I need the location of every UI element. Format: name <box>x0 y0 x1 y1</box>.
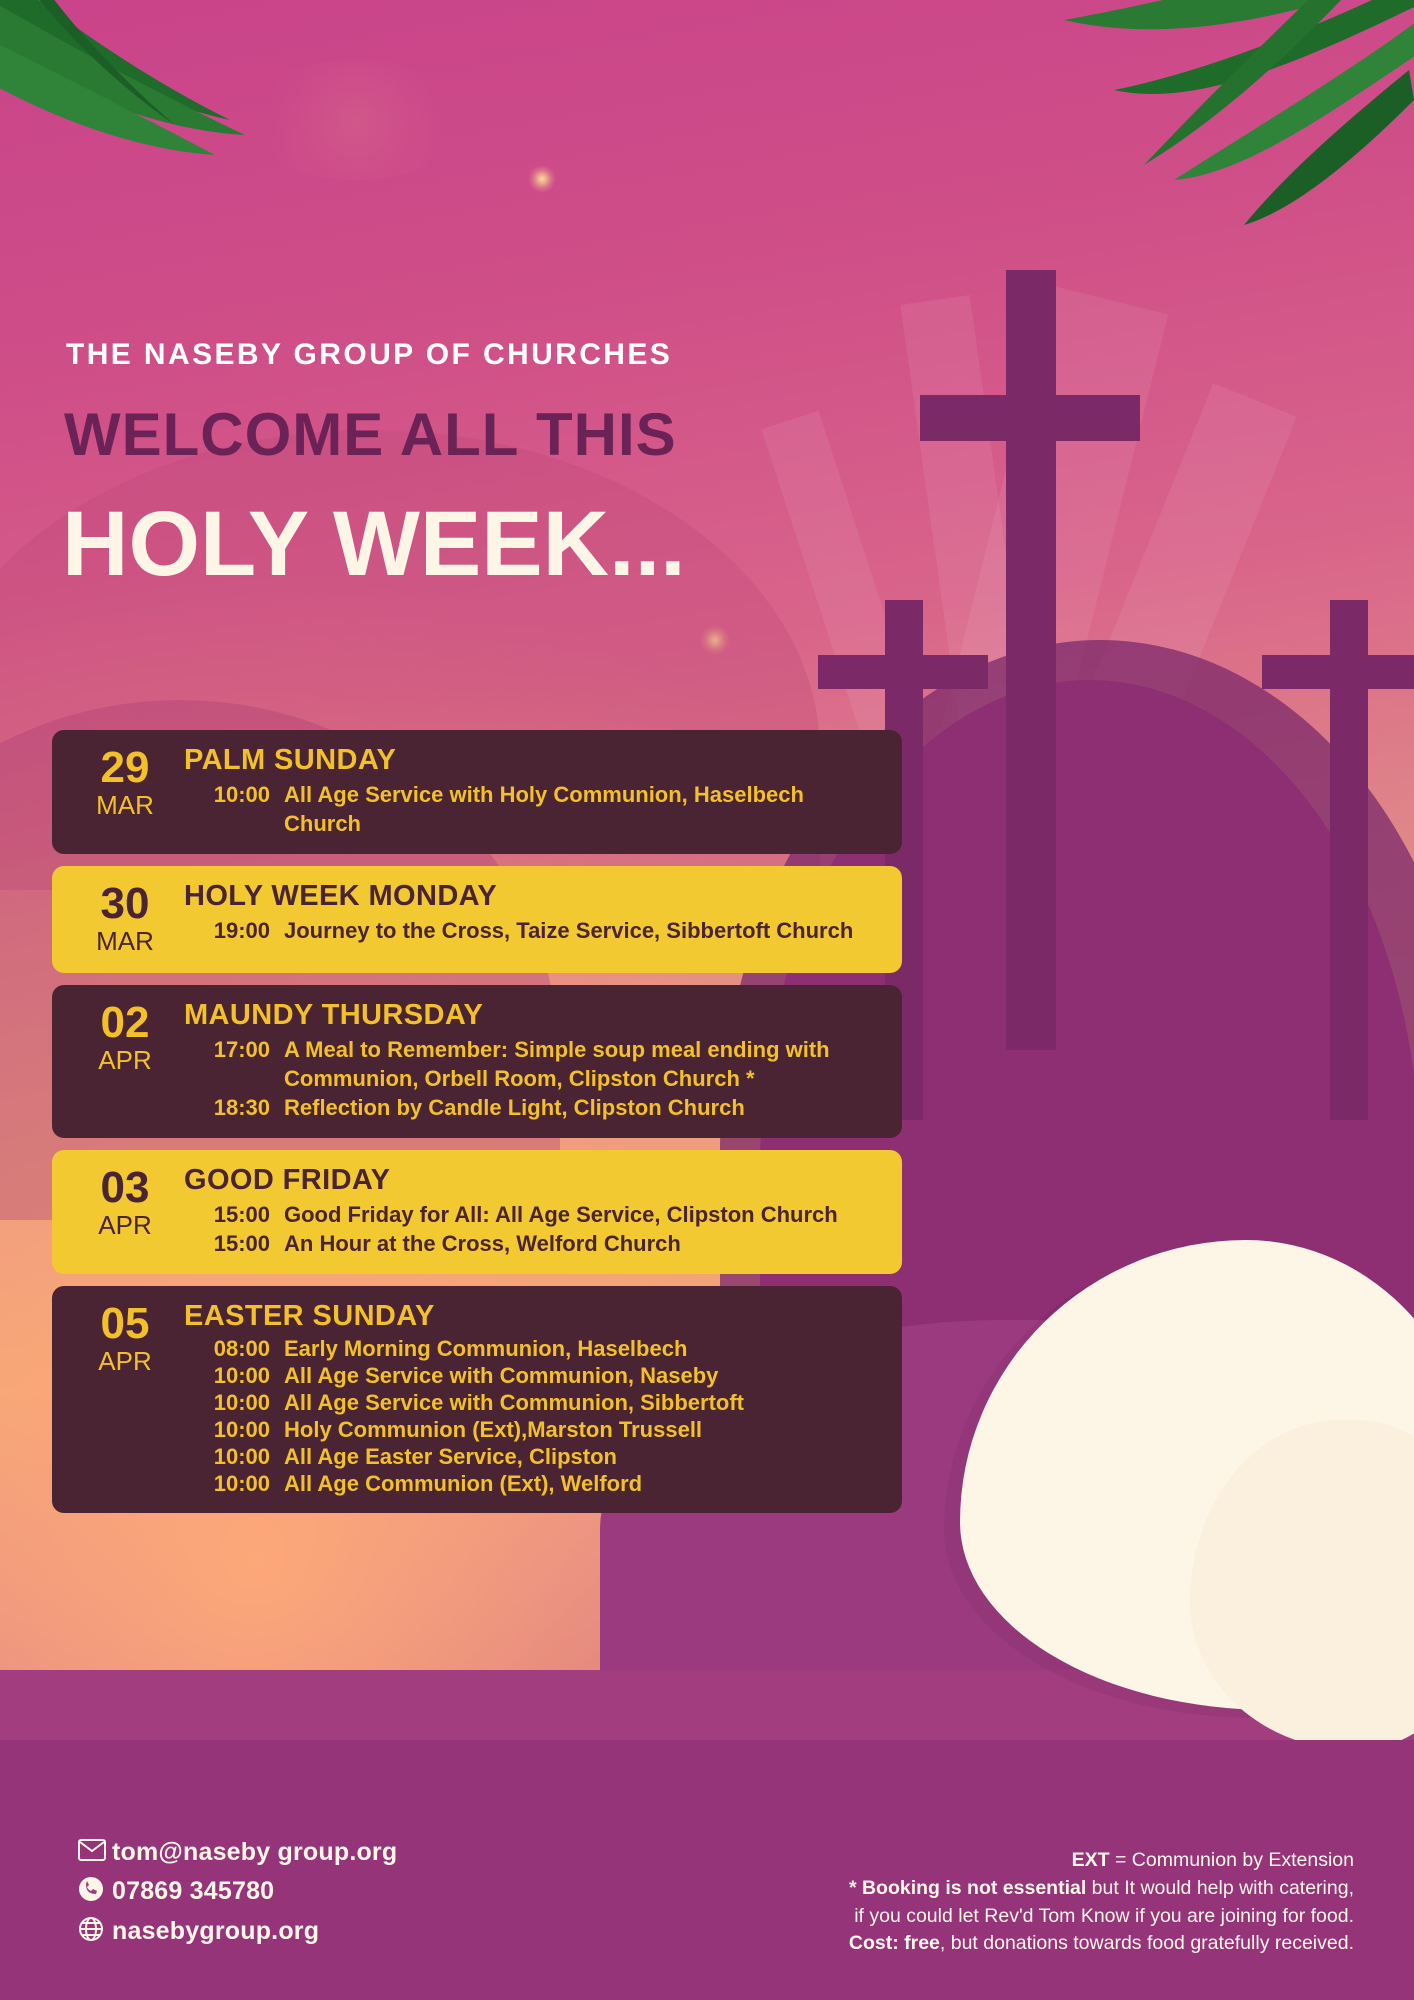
event-date <box>70 880 180 957</box>
footnote-ext-text: = Communion by Extension <box>1109 1849 1354 1872</box>
event-time: 19:00 <box>213 918 270 944</box>
event-description: All Age Easter Service, Clipston <box>284 1443 617 1469</box>
footnote-booking-label: * Booking is not essential <box>848 1876 1087 1899</box>
globe-icon <box>78 1916 112 1947</box>
event-body <box>180 880 884 945</box>
event-time: 10:00 <box>213 1470 270 1496</box>
event-card <box>52 866 902 973</box>
event-body <box>180 744 884 838</box>
event-time: 15:00 <box>213 1202 270 1228</box>
event-day: 02 <box>100 998 150 1048</box>
event-description: Journey to the Cross, Taize Service, Sibbertoft Church <box>284 918 854 944</box>
phone-icon <box>78 1876 112 1907</box>
event-service-row <box>184 1229 884 1258</box>
event-date <box>70 1300 180 1377</box>
event-time: 18:30 <box>213 1095 270 1121</box>
event-description: A Meal to Remember: Simple soup meal ending with Communion, Orbell Room, Clipston Church * <box>284 1037 830 1092</box>
event-description: Holy Communion (Ext),Marston Trussell <box>284 1416 703 1442</box>
event-card <box>52 1150 902 1274</box>
event-date <box>70 744 180 821</box>
palm-leaf-left-icon <box>0 0 320 200</box>
event-service-row <box>184 1035 884 1093</box>
event-service-row <box>184 916 884 945</box>
event-day: 05 <box>100 1299 150 1349</box>
event-card <box>52 730 902 854</box>
event-time: 10:00 <box>213 1416 270 1442</box>
palm-leaf-right-icon <box>814 0 1414 260</box>
event-body <box>180 999 884 1122</box>
footnote-ext-label: EXT <box>1071 1849 1110 1872</box>
contact-row[interactable] <box>78 1916 598 1947</box>
organisation-name: THE NASEBY GROUP OF CHURCHES <box>66 338 673 371</box>
event-description: All Age Service with Holy Communion, Haselbech Church <box>284 782 804 837</box>
event-date <box>70 1164 180 1241</box>
headline-line-1: WELCOME ALL THIS <box>64 401 677 468</box>
event-title: HOLY WEEK MONDAY <box>184 880 498 913</box>
event-list <box>52 730 902 1525</box>
contact-text: 07869 345780 <box>112 1877 275 1905</box>
footnote-ext <box>849 1847 1354 1875</box>
event-title: MAUNDY THURSDAY <box>184 999 484 1032</box>
contact-text: nasebygroup.org <box>112 1917 320 1945</box>
event-card <box>52 985 902 1138</box>
event-title: EASTER SUNDAY <box>184 1300 435 1333</box>
event-month: APR <box>98 1045 152 1076</box>
event-service-row <box>184 1336 884 1363</box>
event-description: Good Friday for All: All Age Service, Clipston Church <box>284 1202 838 1228</box>
cross-right <box>1262 600 1414 1120</box>
event-body <box>180 1164 884 1258</box>
event-month: APR <box>98 1210 152 1241</box>
light-glow <box>528 165 556 193</box>
contact-text: tom@naseby group.org <box>112 1838 398 1866</box>
event-time: 10:00 <box>213 1390 270 1416</box>
event-time: 08:00 <box>213 1336 270 1362</box>
event-time: 10:00 <box>213 1363 270 1389</box>
event-description: All Age Communion (Ext), Welford <box>284 1470 643 1496</box>
footnote-cost-label: Cost: free <box>848 1932 940 1955</box>
footnote-booking-cont: if you could let Rev'd Tom Know if you are joining for food. <box>854 1904 1354 1927</box>
footnotes <box>849 1847 1354 1958</box>
contact-block <box>78 1838 598 1956</box>
event-service-row <box>184 1444 884 1471</box>
event-service-row <box>184 780 884 838</box>
event-day: 30 <box>100 879 150 929</box>
event-description: Early Morning Communion, Haselbech <box>284 1336 688 1362</box>
headline-line-2: HOLY WEEK... <box>62 493 686 595</box>
event-time: 15:00 <box>213 1231 270 1257</box>
event-description: All Age Service with Communion, Sibbertoft <box>284 1390 745 1416</box>
footnote-cost <box>849 1930 1354 1958</box>
event-service-row <box>184 1200 884 1229</box>
footnote-booking-text: but It would help with catering, <box>1086 1876 1354 1899</box>
event-title: PALM SUNDAY <box>184 744 397 776</box>
event-time: 10:00 <box>213 1443 270 1469</box>
footnote-booking <box>849 1875 1354 1903</box>
event-service-row <box>184 1093 884 1122</box>
email-icon <box>78 1839 112 1866</box>
event-description: An Hour at the Cross, Welford Church <box>284 1231 681 1257</box>
event-service-row <box>184 1390 884 1417</box>
event-body <box>180 1300 884 1497</box>
event-day: 03 <box>100 1163 150 1213</box>
event-month: MAR <box>96 790 154 820</box>
event-card <box>52 1286 902 1513</box>
event-service-row <box>184 1471 884 1498</box>
event-month: APR <box>98 1346 152 1377</box>
event-date <box>70 999 180 1076</box>
event-service-row <box>184 1417 884 1444</box>
event-description: All Age Service with Communion, Naseby <box>284 1363 719 1389</box>
event-title: GOOD FRIDAY <box>184 1164 391 1197</box>
event-description: Reflection by Candle Light, Clipston Church <box>284 1095 745 1121</box>
event-day: 29 <box>100 743 150 792</box>
event-time: 10:00 <box>213 782 270 807</box>
contact-row[interactable] <box>78 1838 598 1867</box>
contact-row[interactable] <box>78 1876 598 1907</box>
event-service-row <box>184 1363 884 1390</box>
event-time: 17:00 <box>213 1037 270 1063</box>
footnote-cost-text: , but donations towards food gratefully received. <box>939 1932 1354 1955</box>
event-month: MAR <box>96 926 154 957</box>
